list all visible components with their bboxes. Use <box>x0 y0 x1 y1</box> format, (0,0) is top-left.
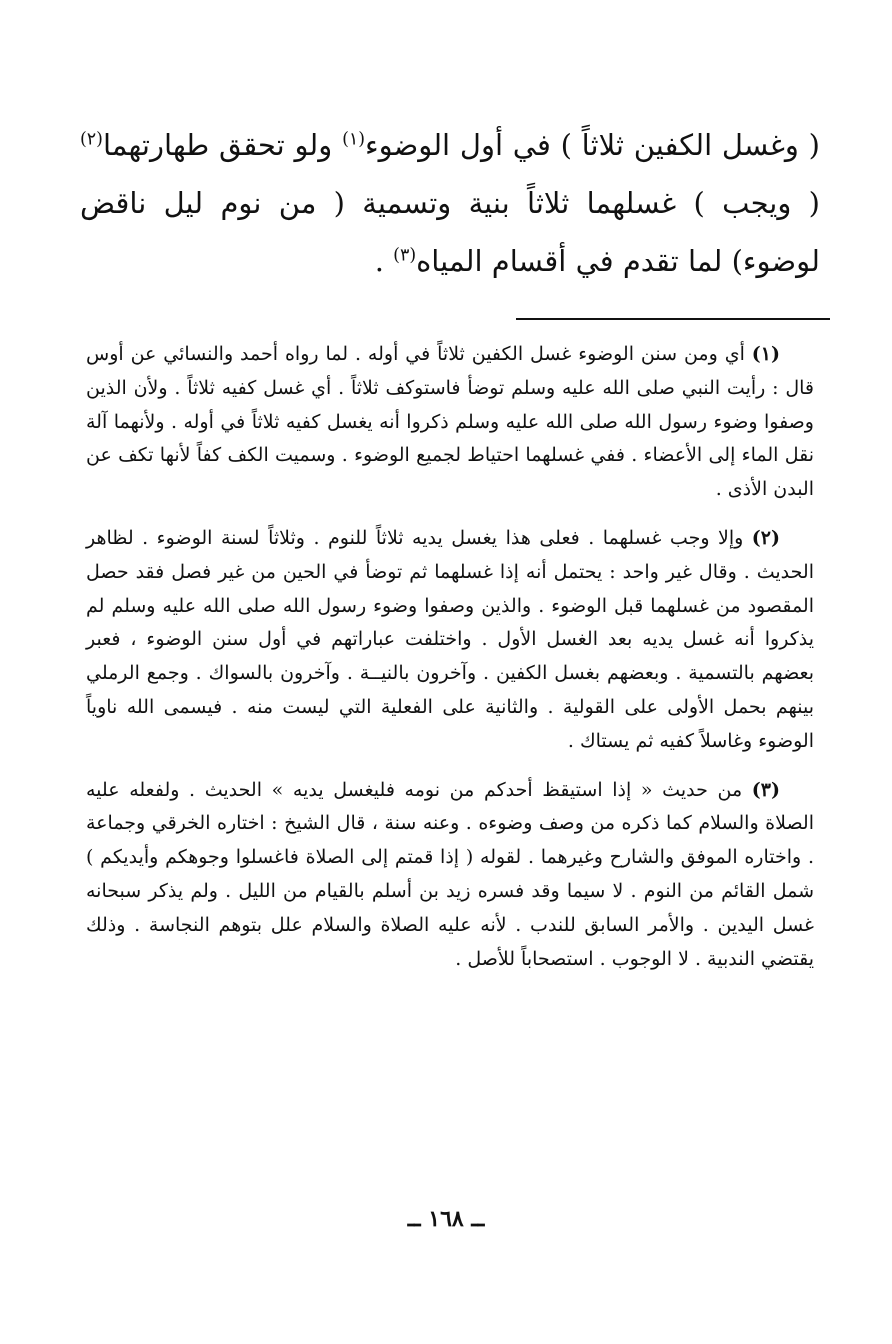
footnote-2 <box>86 522 814 759</box>
footnote-text: من حديث « إذا استيقظ أحدكم من نومه فليغسل يديه » الحديث . ولفعله عليه الصلاة والسلام كما ذكره من وصف وضوءه . وعنه سنة ، قال الشيخ : اختاره الخرقي وجماعة . واختاره الموفق والشارح وغيرهما . لقوله ( إذا قمتم إلى الصلاة فاغسلوا وجوهكم وأيديكم ) شمل القائم من النوم . لا سيما وقد فسره زيد بن أسلم بالقيام من الليل . ولم يذكر سبحانه غسل اليدين . والأمر السابق للندب . لأنه عليه الصلاة والسلام علل بتوهم النجاسة . وذلك يقتضي الندبية . لا الوجوب . استصحاباً للأصل . <box>86 778 814 970</box>
main-text-part-2: ولو تحقق طهارتهما <box>102 128 343 162</box>
footnotes <box>86 338 814 991</box>
main-text-part-3: ( ويجب ) غسلهما ثلاثاً بنية وتسمية ( من نوم ليل ناقض لوضوء) لما تقدم في أقسام المياه <box>80 186 820 278</box>
footnote-1 <box>86 338 814 507</box>
footnote-3 <box>86 774 814 977</box>
footnote-separator <box>516 318 830 320</box>
main-text-end: . <box>374 244 394 278</box>
footnote-number: (٣) <box>751 778 780 801</box>
footnote-ref-1: (١) <box>342 129 365 150</box>
main-text-part-1: ( وغسل الكفين ثلاثاً ) في أول الوضوء <box>365 128 821 162</box>
footnote-number: (١) <box>751 343 781 365</box>
footnote-number: (٢) <box>751 526 780 549</box>
page-number: ــ ١٦٨ ــ <box>407 1206 485 1232</box>
footnote-text: وإلا وجب غسلهما . فعلى هذا يغسل يديه ثلاثاً للنوم . وثلاثاً لسنة الوضوء . لظاهر الحديث . وقال غير واحد : يحتمل أنه إذا غسلهما ثم توضأ في الحين من غير فصل فقد حصل المقصود من غسلهما قبل الوضوء . والذين وصفوا وضوء رسول الله صلى الله عليه وسلم لم يذكروا أنه غسل يديه بعد الغسل الأول . واختلفت عباراتهم في أول سنن الوضوء ، فعبر بعضهم بالتسمية . وبعضهم بغسل الكفين . وآخرون بالنيــة . وآخرون بالسواك . وجمع الرملي بينهم بحمل الأولى على القولية . والثانية على الفعلية التي ليست منه . فيسمى الله ناوياً الوضوء وغاسلاً كفيه ثم يستاك . <box>86 526 814 752</box>
footnote-ref-3: (٣) <box>393 245 417 266</box>
footnote-ref-2: (٢) <box>80 129 103 150</box>
main-text <box>80 116 820 290</box>
footnote-text: أي ومن سنن الوضوء غسل الكفين ثلاثاً في أوله . لما رواه أحمد والنسائي عن أوس قال : رأيت النبي صلى الله عليه وسلم توضأ فاستوكف ثلاثاً . أي غسل كفيه ثلاثاً . ولأن الذين وصفوا وضوء رسول الله صلى الله عليه وسلم ذكروا أنه يغسل كفيه ثلاثاً في أوله . ولأنهما آلة نقل الماء إلى الأعضاء . ففي غسلهما احتياط لجميع الوضوء . وسميت الكف كفاً لأنها تكف عن البدن الأذى . <box>86 343 814 501</box>
main-paragraph <box>80 116 820 290</box>
